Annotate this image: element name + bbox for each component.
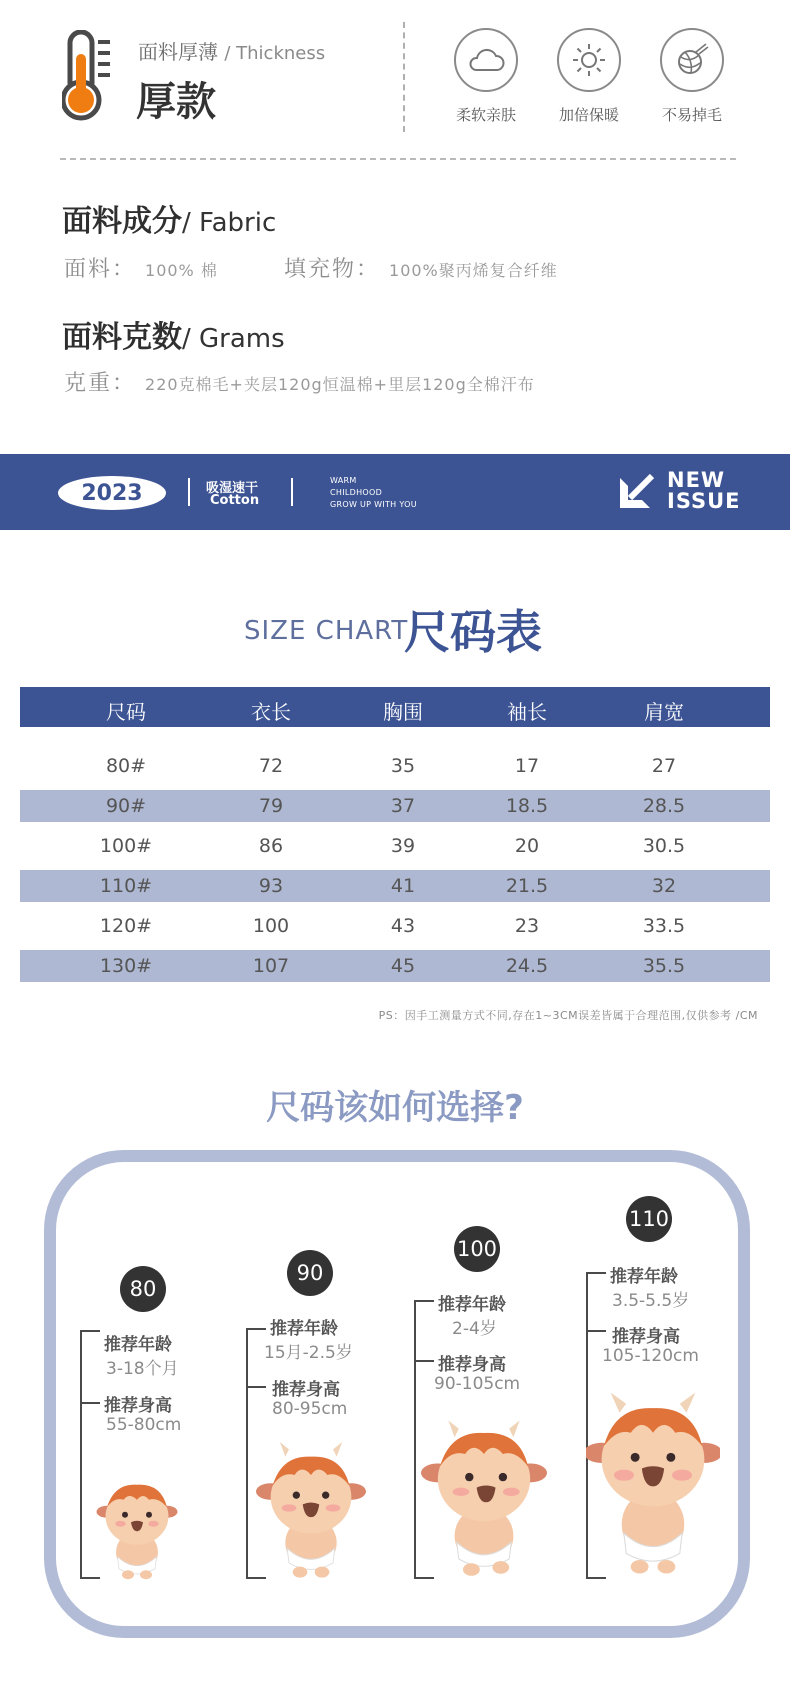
tagline-line: GROW UP WITH YOU bbox=[330, 500, 417, 509]
measurement-note: PS：因手工测量方式不同,存在1~3CM误差皆属于合理范围,仅供参考 /CM bbox=[378, 1009, 758, 1022]
size-badge-90: 90 bbox=[287, 1250, 333, 1296]
cell-chest: 45 bbox=[390, 955, 416, 977]
height-bracket bbox=[80, 1330, 82, 1578]
cell-chest: 37 bbox=[390, 795, 416, 817]
cell-sleeve: 21.5 bbox=[505, 875, 549, 897]
age-value: 15月-2.5岁 bbox=[264, 1343, 353, 1363]
age-value: 3.5-5.5岁 bbox=[612, 1291, 690, 1311]
bracket-tick bbox=[586, 1272, 606, 1274]
banner-divider bbox=[188, 478, 190, 506]
height-label: 推荐身高 bbox=[438, 1355, 506, 1375]
fabric-title-en: / Fabric bbox=[182, 208, 277, 238]
header-size: 尺码 bbox=[106, 700, 146, 724]
cell-sleeve: 23 bbox=[514, 915, 540, 937]
cell-length: 86 bbox=[258, 835, 284, 857]
height-label: 推荐身高 bbox=[612, 1327, 680, 1347]
cell-length: 100 bbox=[252, 915, 290, 937]
height-value: 55-80cm bbox=[106, 1415, 182, 1435]
feature-soft bbox=[440, 28, 532, 125]
arrow-down-left-icon bbox=[616, 472, 656, 512]
header-chest: 胸围 bbox=[383, 700, 423, 724]
cell-size: 110# bbox=[99, 875, 153, 897]
choose-size-title: 尺码该如何选择? bbox=[266, 1088, 524, 1128]
calf-mascot-xlarge bbox=[586, 1386, 720, 1580]
grams-weight bbox=[64, 366, 535, 397]
cell-sleeve: 20 bbox=[514, 835, 540, 857]
size-badge-80: 80 bbox=[120, 1266, 166, 1312]
calf-mascot-small bbox=[92, 1468, 182, 1584]
feature-label: 不易掉毛 bbox=[661, 106, 722, 124]
cell-shoulder: 27 bbox=[651, 755, 677, 777]
cell-sleeve: 24.5 bbox=[505, 955, 549, 977]
calf-mascot-large bbox=[420, 1412, 548, 1580]
size-chart-title-cn: 尺码表 bbox=[404, 605, 542, 659]
yarn-ball-icon bbox=[660, 28, 724, 92]
cell-chest: 41 bbox=[390, 875, 416, 897]
thermometer-icon bbox=[62, 30, 120, 122]
age-label: 推荐年龄 bbox=[104, 1335, 172, 1355]
cell-size: 80# bbox=[105, 755, 147, 777]
table-row bbox=[20, 910, 770, 942]
fabric-title bbox=[62, 196, 276, 240]
grams-title-cn: 面料克数 bbox=[62, 320, 182, 355]
grams-title bbox=[62, 312, 285, 356]
table-row bbox=[20, 830, 770, 862]
section-divider bbox=[60, 158, 736, 160]
feature-no-shedding bbox=[646, 28, 738, 125]
header-shoulder: 肩宽 bbox=[644, 700, 684, 724]
height-label: 推荐身高 bbox=[104, 1396, 172, 1416]
sun-icon bbox=[557, 28, 621, 92]
fabric-material-label: 面料： bbox=[64, 257, 137, 282]
tagline-line: CHILDHOOD bbox=[330, 488, 383, 497]
new-issue-text bbox=[667, 470, 741, 512]
table-row bbox=[20, 950, 770, 982]
age-label: 推荐年龄 bbox=[438, 1295, 506, 1315]
feature-label: 加倍保暖 bbox=[558, 106, 619, 124]
cell-length: 107 bbox=[252, 955, 290, 977]
bracket-tick bbox=[80, 1330, 100, 1332]
size-badge-100: 100 bbox=[454, 1226, 500, 1272]
cell-size: 90# bbox=[105, 795, 147, 817]
size-badge-110: 110 bbox=[626, 1196, 672, 1242]
fabric-title-cn: 面料成分 bbox=[62, 204, 182, 239]
cloud-icon bbox=[454, 28, 518, 92]
cell-shoulder: 32 bbox=[651, 875, 677, 897]
feature-warm bbox=[543, 28, 635, 125]
issue-line: ISSUE bbox=[667, 489, 741, 513]
header-sleeve: 袖长 bbox=[507, 700, 547, 724]
age-label: 推荐年龄 bbox=[270, 1319, 338, 1339]
cell-size: 100# bbox=[99, 835, 153, 857]
age-value: 2-4岁 bbox=[452, 1319, 497, 1339]
year-pill: 2023 bbox=[58, 476, 166, 510]
fabric-filling bbox=[284, 252, 558, 283]
thickness-label bbox=[138, 36, 325, 65]
header-length: 衣长 bbox=[251, 700, 291, 724]
table-row bbox=[20, 750, 770, 782]
fabric-material-value: 100% 棉 bbox=[145, 261, 218, 280]
size-chart-title-en: SIZE CHART bbox=[244, 616, 409, 646]
table-row bbox=[20, 870, 770, 902]
cell-chest: 43 bbox=[390, 915, 416, 937]
bracket-tick bbox=[246, 1328, 266, 1330]
cell-length: 93 bbox=[258, 875, 284, 897]
age-label: 推荐年龄 bbox=[610, 1267, 678, 1287]
size-table-header bbox=[20, 687, 770, 727]
grams-weight-value: 220克棉毛+夹层120g恒温棉+里层120g全棉汗布 bbox=[145, 375, 535, 394]
bracket-tick bbox=[414, 1300, 434, 1302]
thickness-label-cn: 面料厚薄 bbox=[138, 40, 218, 64]
vertical-divider bbox=[403, 22, 405, 132]
cell-length: 79 bbox=[258, 795, 284, 817]
calf-mascot-medium bbox=[256, 1434, 366, 1582]
cell-size: 120# bbox=[99, 915, 153, 937]
cotton-cn: 吸湿速干 bbox=[206, 481, 259, 496]
cell-shoulder: 33.5 bbox=[642, 915, 686, 937]
height-value: 90-105cm bbox=[434, 1374, 521, 1394]
fabric-material bbox=[64, 252, 218, 283]
height-value: 105-120cm bbox=[602, 1346, 699, 1366]
tagline-line: WARM bbox=[330, 476, 357, 485]
cotton-en: Cotton bbox=[210, 493, 260, 508]
fabric-filling-label: 填充物： bbox=[284, 257, 381, 282]
height-value: 80-95cm bbox=[272, 1399, 348, 1419]
bracket-tick bbox=[80, 1402, 100, 1404]
cell-chest: 35 bbox=[390, 755, 416, 777]
cell-chest: 39 bbox=[390, 835, 416, 857]
cell-sleeve: 18.5 bbox=[505, 795, 549, 817]
cell-shoulder: 28.5 bbox=[642, 795, 686, 817]
table-row bbox=[20, 790, 770, 822]
cell-shoulder: 35.5 bbox=[642, 955, 686, 977]
grams-title-en: / Grams bbox=[182, 324, 285, 354]
feature-label: 柔软亲肤 bbox=[455, 106, 516, 124]
fabric-filling-value: 100%聚丙烯复合纤维 bbox=[389, 261, 558, 280]
bracket-tick bbox=[246, 1386, 266, 1388]
thickness-label-en: / Thickness bbox=[224, 43, 326, 64]
new-line: NEW bbox=[667, 468, 726, 492]
grams-weight-label: 克重： bbox=[64, 371, 137, 396]
cell-length: 72 bbox=[258, 755, 284, 777]
cell-sleeve: 17 bbox=[514, 755, 540, 777]
bracket-tick bbox=[414, 1360, 434, 1362]
cell-shoulder: 30.5 bbox=[642, 835, 686, 857]
age-value: 3-18个月 bbox=[106, 1359, 179, 1379]
thickness-value: 厚款 bbox=[136, 79, 216, 125]
height-bracket bbox=[246, 1328, 248, 1578]
cell-size: 130# bbox=[99, 955, 153, 977]
height-bracket bbox=[414, 1300, 416, 1578]
bracket-tick bbox=[586, 1330, 606, 1332]
banner-divider bbox=[291, 478, 293, 506]
height-label: 推荐身高 bbox=[272, 1380, 340, 1400]
